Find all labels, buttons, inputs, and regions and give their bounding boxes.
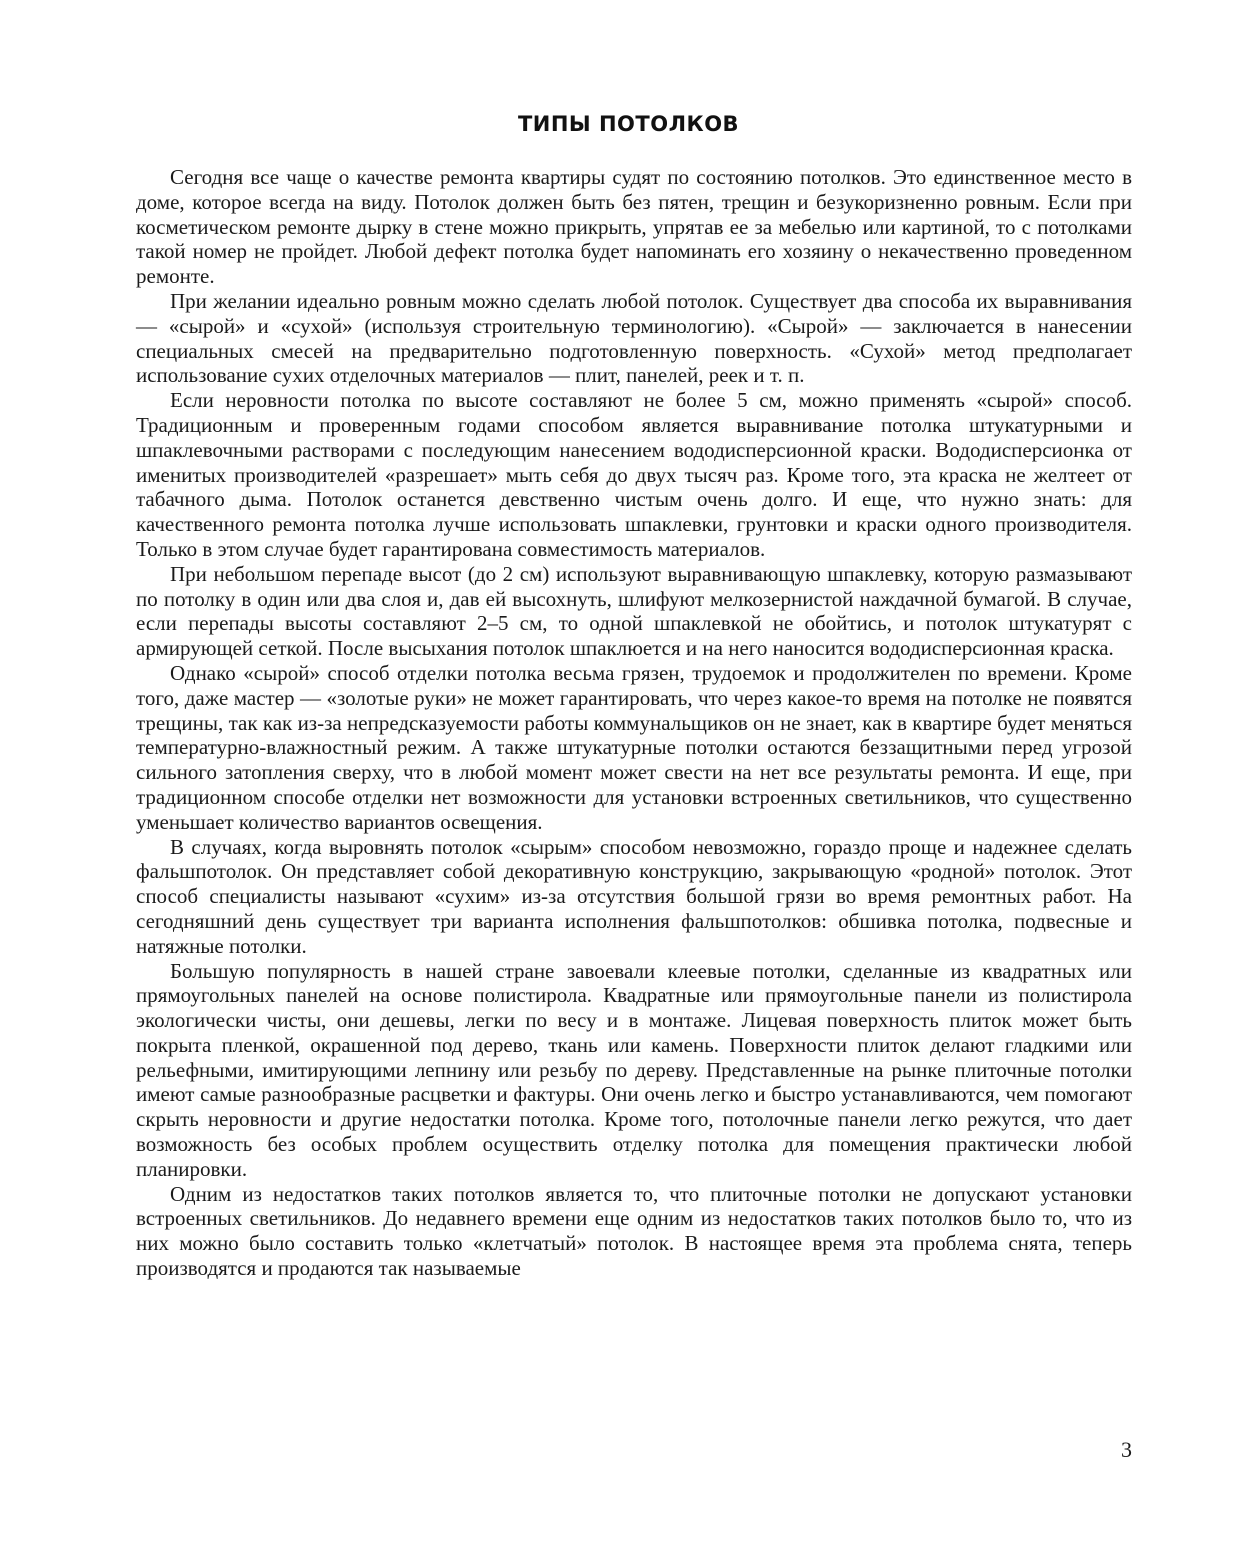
- paragraph-6: В случаях, когда выровнять потолок «сырым» способом невозможно, гораздо проще и надежнее сделать фальшпотолок. Он представляет собой декоративную конструкцию, закрывающую «родной» потолок. Этот способ специалисты называют «сухим» из-за отсутствия большой грязи во время ремонтных работ. На сегодняшний день существует три варианта исполнения фальшпотолков: обшивка потолка, подвесные и натяжные потолки.: [136, 834, 1132, 958]
- paragraph-5: Однако «сырой» способ отделки потолка весьма грязен, трудоемок и продолжителен по времени. Кроме того, даже мастер — «золотые руки» не может гарантировать, что через какое-то время на потолке не появятся трещины, так как из-за непредсказуемости работы коммунальщиков он не знает, как в квартире будет меняться температурно-влажностный режим. А также штукатурные потолки остаются беззащитными перед угрозой сильного затопления сверху, что в любой момент может свести на нет все результаты ремонта. И еще, при традиционном способе отделки нет возможности для установки встроенных светильников, что существенно уменьшает количество вариантов освещения.: [136, 660, 1132, 834]
- body-text: [136, 165, 1132, 1281]
- paragraph-3: Если неровности потолка по высоте составляют не более 5 см, можно применять «сырой» способ. Традиционным и проверенным годами способом является выравнивание потолка штукатурными и шпаклевочными растворами с последующим нанесением вододисперсионной краски. Вододисперсионка от именитых производителей «разрешает» мыть себя до двух тысяч раз. Кроме того, эта краска не желтеет от табачного дыма. Потолок останется девственно чистым очень долго. И еще, что нужно знать: для качественного ремонта потолка лучше использовать шпаклевки, грунтовки и краски одного производителя. Только в этом случае будет гарантирована совместимость материалов.: [136, 388, 1132, 561]
- paragraph-4: При небольшом перепаде высот (до 2 см) используют выравнивающую шпаклевку, которую размазывают по потолку в один или два слоя и, дав ей высохнуть, шлифуют мелкозернистой наждачной бумагой. В случае, если перепады высоты составляют 2–5 см, то одной шпаклевкой не обойтись, и потолок штукатурят с армирующей сеткой. После высыхания потолок шпаклюется и на него наносится вододисперсионная краска.: [136, 561, 1132, 661]
- page-number: 3: [1121, 1437, 1132, 1462]
- page-title: ТИПЫ ПОТОЛКОВ: [517, 112, 740, 136]
- paragraph-1: Сегодня все чаще о качестве ремонта квартиры судят по состоянию потолков. Это единственное место в доме, которое всегда на виду. Потолок должен быть без пятен, трещин и безукоризненно ровным. Если при косметическом ремонте дырку в стене можно прикрыть, упрятав ее за мебелью или картиной, то с потолками такой номер не пройдет. Любой дефект потолка будет напоминать его хозяину о некачественно проведенном ремонте.: [136, 165, 1132, 289]
- paragraph-7: Большую популярность в нашей стране завоевали клеевые потолки, сделанные из квадратных или прямоугольных панелей на основе полистирола. Квадратные или прямоугольные панели из полистирола экологически чисты, они дешевы, легки по весу и в монтаже. Лицевая поверхность плиток может быть покрыта пленкой, окрашенной под дерево, ткань или камень. Поверхности плиток делают гладкими или рельефными, имитирующими лепнину или резьбу по дереву. Представленные на рынке плиточные потолки имеют самые разнообразные расцветки и фактуры. Они очень легко и быстро устанавливаются, чем помогают скрыть неровности и другие недостатки потолка. Кроме того, потолочные панели легко режутся, что дает возможность без особых проблем осуществить отделку потолка для помещения практически любой планировки.: [136, 958, 1132, 1181]
- paragraph-2: При желании идеально ровным можно сделать любой потолок. Существует два способа их выравнивания — «сырой» и «сухой» (используя строительную терминологию). «Сырой» — заключается в нанесении специальных смесей на предварительно подготовленную поверхность. «Сухой» метод предполагает использование сухих отделочных материалов — плит, панелей, реек и т. п.: [136, 288, 1132, 388]
- paragraph-8: Одним из недостатков таких потолков является то, что плиточные потолки не допускают установки встроенных светильников. До недавнего времени еще одним из недостатков таких потолков было то, что из них можно было составить только «клетчатый» потолок. В настоящее время эта проблема снята, теперь производятся и продаются так называемые: [136, 1181, 1132, 1281]
